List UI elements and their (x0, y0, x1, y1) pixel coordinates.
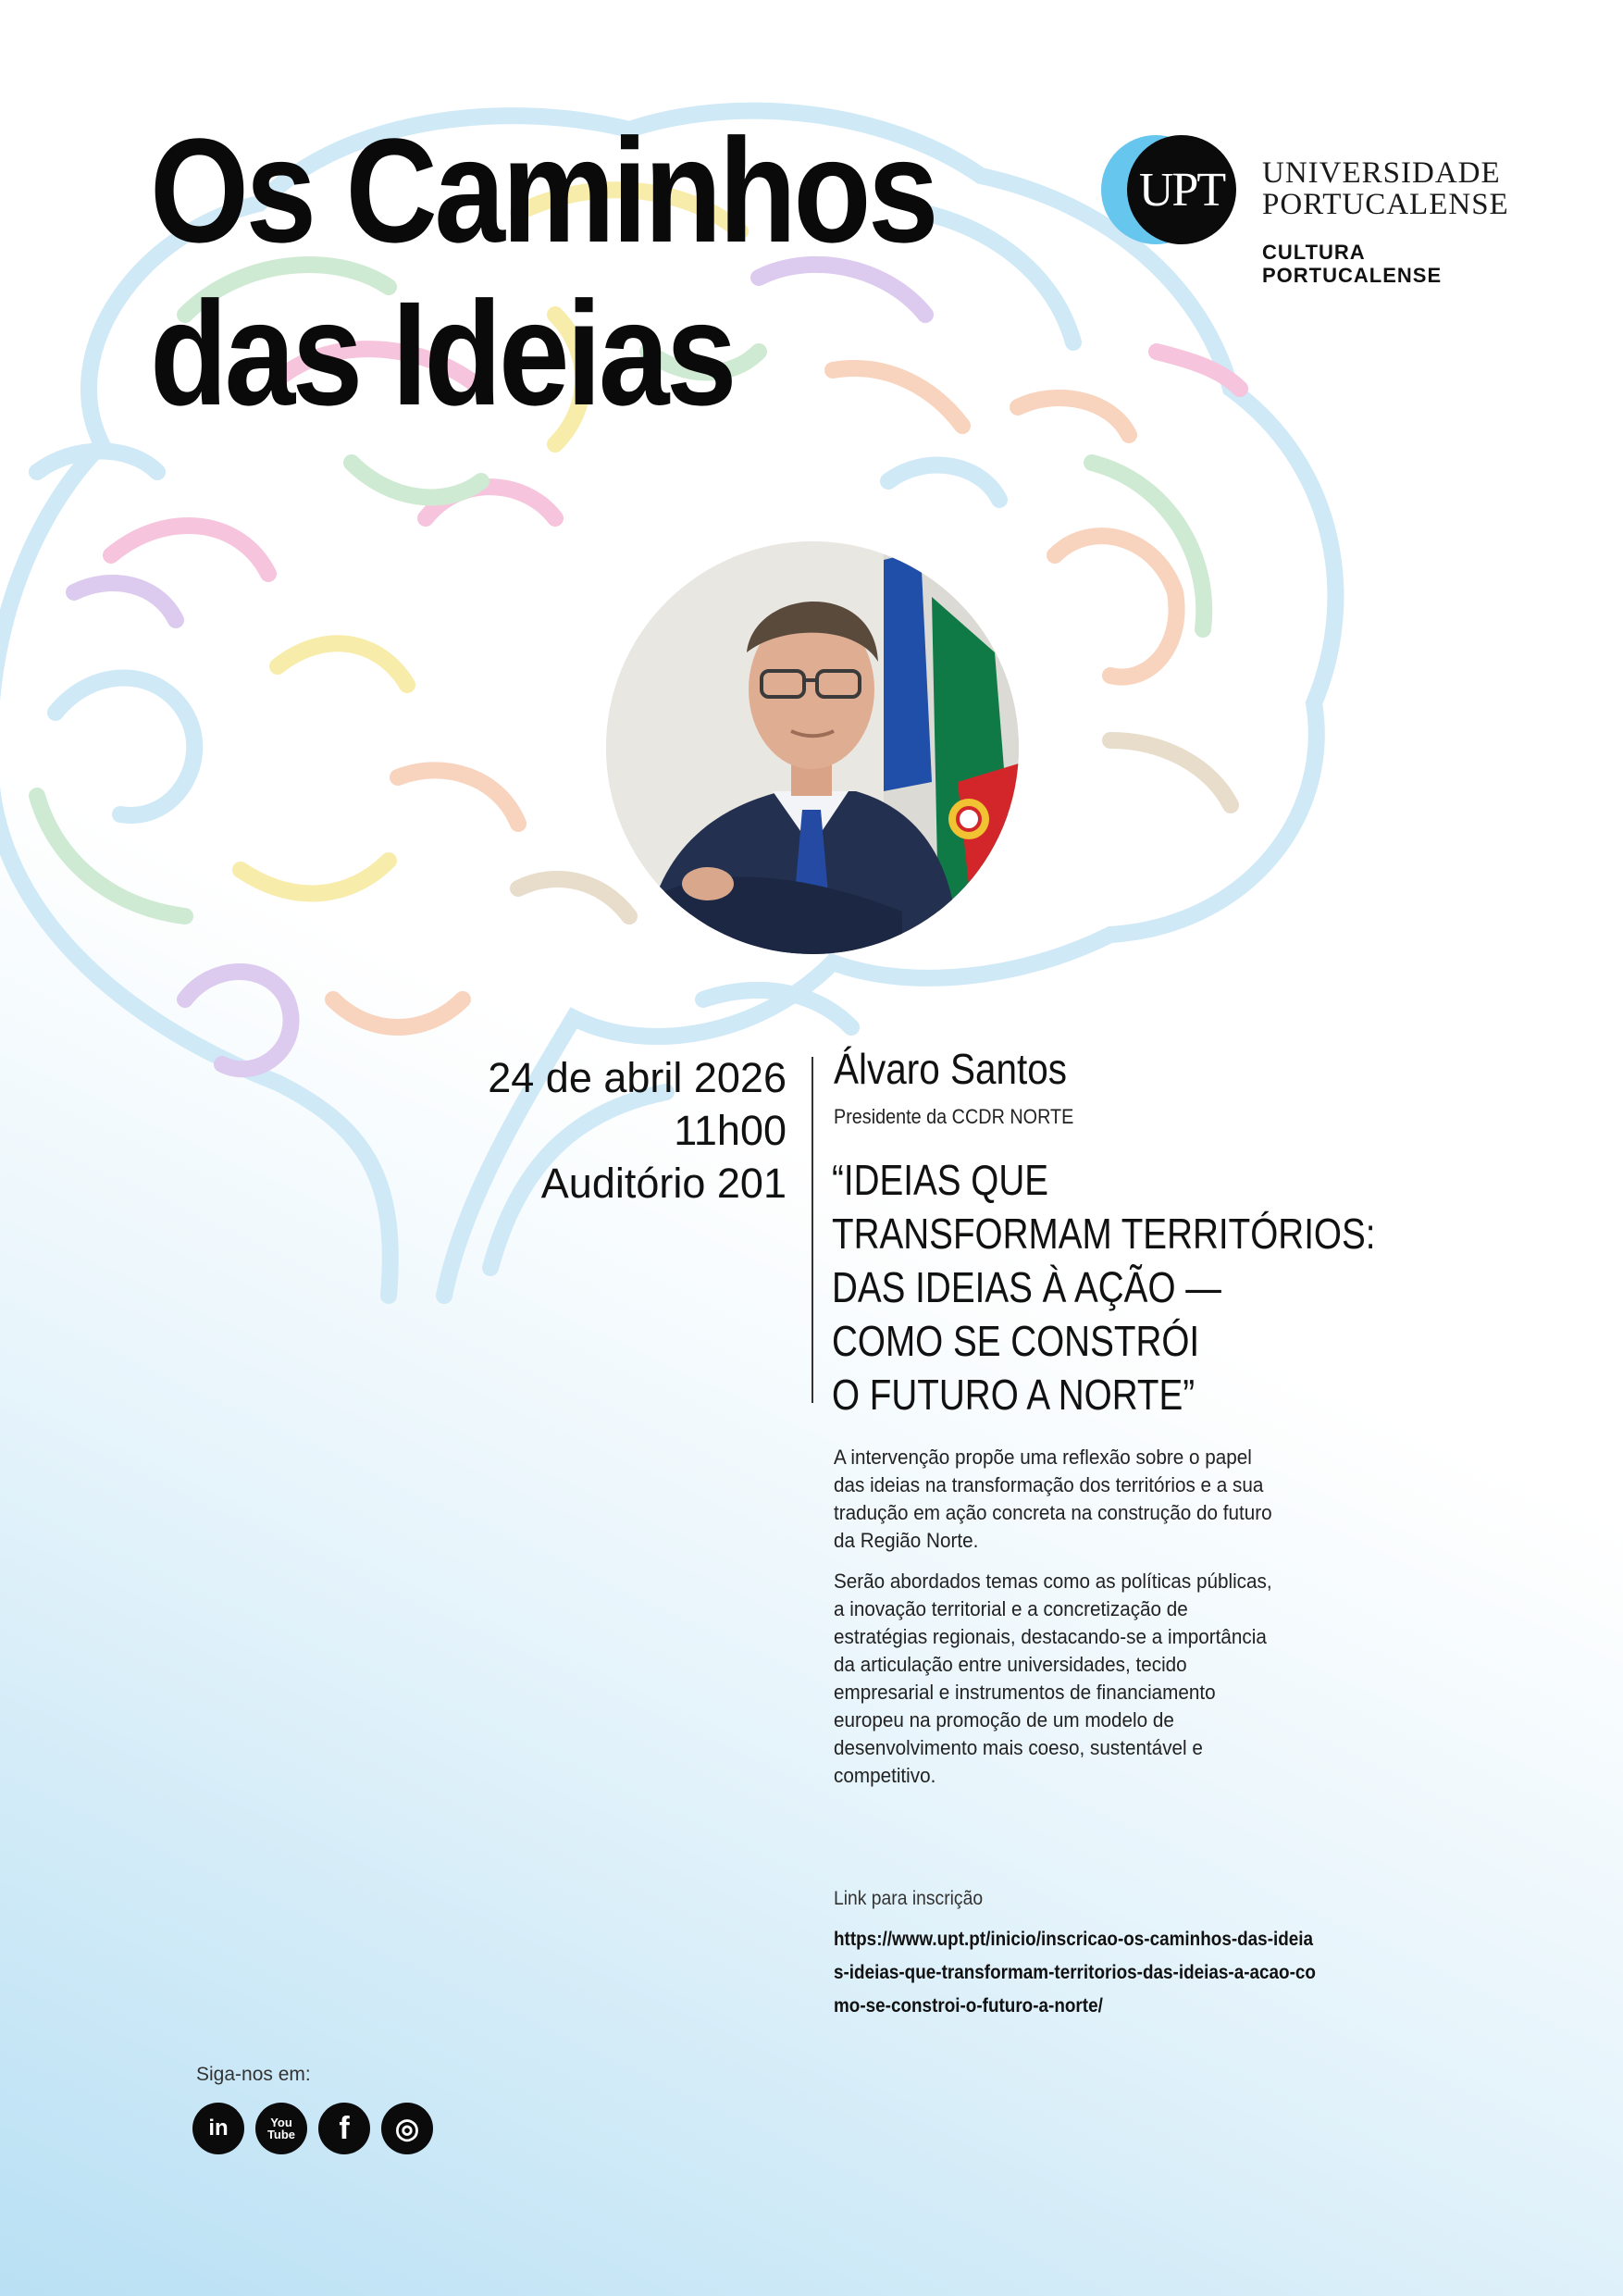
social-icons (192, 2103, 433, 2154)
linkedin-icon[interactable] (192, 2103, 244, 2154)
description-paragraph-1: A intervenção propõe uma reflexão sobre o papel das ideias na transformação dos territórios e a sua tradução em ação concreta na construção do futuro da Região Norte. (834, 1446, 1272, 1552)
talk-title-line: “IDEIAS QUE (832, 1156, 1049, 1204)
facebook-glyph: f (339, 2110, 350, 2146)
event-title-line2: das Ideias (150, 270, 735, 436)
youtube-glyph: You Tube (266, 2116, 296, 2141)
event-title (150, 109, 935, 435)
logo-university-name (1262, 157, 1509, 220)
logo-division-line2: PORTUCALENSE (1262, 264, 1443, 287)
follow-label: Siga-nos em: (196, 2064, 311, 2085)
event-venue: Auditório 201 (540, 1160, 787, 1207)
logo-division-name (1262, 241, 1442, 287)
talk-title-line: TRANSFORMAM TERRITÓRIOS: (832, 1210, 1376, 1258)
event-details (488, 1051, 787, 1210)
speaker-role: Presidente da CCDR NORTE (834, 1105, 1074, 1128)
logo-monogram: UPT (1127, 135, 1236, 244)
instagram-glyph: ◎ (394, 2113, 420, 2144)
registration-label: Link para inscrição (834, 1888, 984, 1909)
talk-title-line: COMO SE CONSTRÓI (832, 1317, 1200, 1365)
description-paragraph-2: Serão abordados temas como as políticas públicas, a inovação territorial e a concretização de estratégias regionais, destacando-se a importância da articulação entre universidades, tecido empresarial e instrumentos de financiamento europeu na promoção de um modelo de desenvolvimento mais coeso, sustentável e competitivo. (834, 1570, 1272, 1787)
event-time: 11h00 (674, 1107, 787, 1154)
linkedin-glyph: in (208, 2116, 229, 2141)
registration-link[interactable]: https://www.upt.pt/inicio/inscricao-os-caminhos-das-ideias-ideias-que-transformam-territorios-das-ideias-a-acao-como-se-constroi-o-futuro-a-norte/ (834, 1929, 1316, 2017)
talk-title (832, 1153, 1375, 1421)
logo-university-line2: PORTUCALENSE (1262, 188, 1509, 221)
talk-title-line: DAS IDEIAS À AÇÃO — (832, 1263, 1221, 1311)
event-title-line1: Os Caminhos (150, 107, 936, 273)
youtube-icon[interactable] (255, 2103, 307, 2154)
logo-university-line1: UNIVERSIDADE (1262, 156, 1501, 190)
speaker-portrait (606, 541, 1019, 954)
logo-division-line1: CULTURA (1262, 241, 1366, 264)
event-date: 24 de abril 2026 (488, 1054, 787, 1101)
vertical-divider (812, 1057, 813, 1403)
talk-title-line: O FUTURO A NORTE” (832, 1371, 1196, 1419)
talk-description (834, 1444, 1286, 1803)
instagram-icon[interactable] (381, 2103, 433, 2154)
facebook-icon[interactable] (318, 2103, 370, 2154)
speaker-name: Álvaro Santos (834, 1045, 1068, 1093)
upt-logo (1101, 135, 1527, 292)
